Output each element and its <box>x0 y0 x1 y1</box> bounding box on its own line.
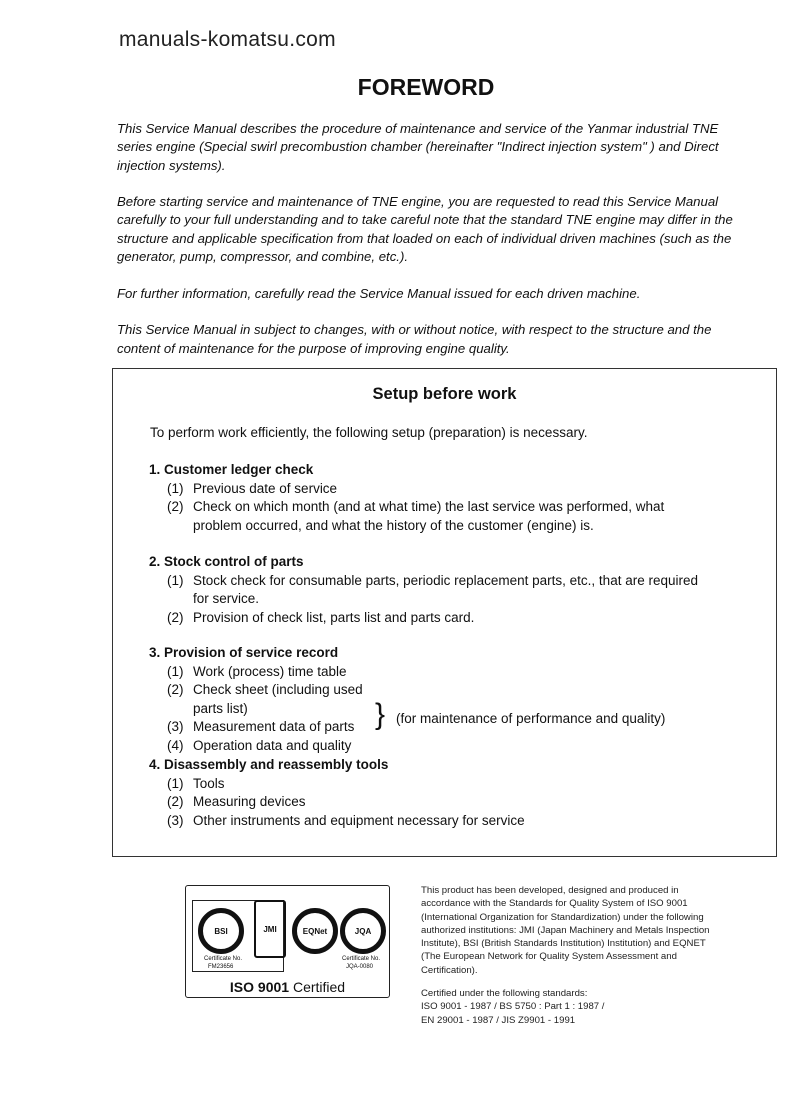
item-number: (2) <box>167 609 184 625</box>
cert-no-label: Certificate No. <box>342 956 381 962</box>
item-text: Provision of check list, parts list and parts card. <box>193 609 475 625</box>
brace-icon: } <box>375 698 386 731</box>
iso-label-text: Certified <box>292 979 346 995</box>
intro-text <box>117 120 747 376</box>
section-note: (for maintenance of performance and quality) <box>396 711 666 726</box>
intro-paragraph: For further information, carefully read the Service Manual issued for each driven machine. <box>117 285 641 301</box>
setup-heading: Setup before work <box>372 385 517 403</box>
list-item <box>149 609 709 628</box>
jmi-logo: JMI <box>254 900 286 958</box>
intro-paragraph: This Service Manual describes the procedure of maintenance and service of the Yanmar industrial TNE series engine (Special swirl precombustion chamber (hereinafter "Indirect injection system" ) and Direct injection systems). <box>117 121 719 173</box>
list-item <box>149 681 369 718</box>
list-item <box>149 737 369 756</box>
certification-paragraph: This product has been developed, designed and produced in accordance with the Standards for Quality System of ISO 9001 (International Organization for Standardization) under the following authorized institutions: JMI (Japan Machinery and Metals Inspection Institute), BSI (British Standards Institution) Institution) and EQNET (The European Network for Quality System Assessment and Certification). <box>421 885 710 976</box>
list-item <box>149 793 709 812</box>
section-title: 1. Customer ledger check <box>149 462 314 477</box>
setup-section <box>149 461 709 535</box>
setup-box <box>112 368 777 857</box>
iso-label-bold: ISO 9001 <box>229 979 290 995</box>
setup-section <box>149 553 709 627</box>
item-number: (1) <box>167 572 184 588</box>
item-number: (1) <box>167 480 184 496</box>
item-text: Previous date of service <box>193 480 338 496</box>
page-title: FOREWORD <box>357 74 495 100</box>
item-text: Work (process) time table <box>193 663 347 679</box>
item-text: Check sheet (including used parts list) <box>193 682 363 716</box>
item-text: Measuring devices <box>193 794 306 809</box>
cert-no-label: Certificate No. <box>204 956 243 962</box>
item-number: (3) <box>167 719 184 734</box>
list-item <box>149 775 709 794</box>
setup-section <box>149 644 369 755</box>
certification-text <box>421 884 721 1027</box>
list-item <box>149 812 709 831</box>
item-text: Operation data and quality <box>193 737 352 753</box>
cert-no-value: FM23656 <box>208 964 234 970</box>
item-text: Check on which month (and at what time) the last service was performed, what problem occurred, and what the history of the customer (engine) is. <box>193 499 665 533</box>
item-number: (2) <box>167 499 184 514</box>
setup-section <box>149 756 709 830</box>
item-number: (1) <box>167 775 184 791</box>
section-title: 2. Stock control of parts <box>149 554 304 569</box>
item-number: (2) <box>167 682 184 697</box>
list-item <box>149 663 369 682</box>
eqnet-logo: EQNet <box>292 908 338 954</box>
standards-line: EN 29001 - 1987 / JIS Z9901 - 1991 <box>421 1014 576 1026</box>
section-title: 3. Provision of service record <box>149 645 339 660</box>
item-number: (1) <box>167 663 184 679</box>
intro-paragraph: This Service Manual in subject to changes, with or without notice, with respect to the structure and the content of maintenance for the purpose of improving engine quality. <box>117 322 712 356</box>
item-number: (4) <box>167 737 184 753</box>
cert-no-value: JQA-0080 <box>346 964 374 970</box>
intro-paragraph: Before starting service and maintenance of TNE engine, you are requested to read this Service Manual carefully to your full understanding and to take careful note that the standard TNE engine may differ in the structure and applicable specification from that loaded on each of individual driven machines (such as the generator, pump, compressor, and combine, etc.). <box>117 194 733 265</box>
list-item <box>149 718 369 737</box>
item-number: (2) <box>167 794 184 809</box>
list-item <box>149 572 709 609</box>
standards-line: ISO 9001 - 1987 / BS 5750 : Part 1 : 1987 / <box>421 1001 605 1013</box>
item-text: Other instruments and equipment necessary for service <box>193 812 525 828</box>
section-title: 4. Disassembly and reassembly tools <box>149 757 389 772</box>
iso-certificate-badge <box>185 885 390 998</box>
list-item <box>149 480 709 499</box>
item-text: Measurement data of parts <box>193 719 355 734</box>
setup-lead: To perform work efficiently, the following setup (preparation) is necessary. <box>150 425 588 440</box>
bsi-logo: BSI <box>198 908 244 954</box>
iso-label <box>186 979 389 995</box>
jqa-logo: JQA <box>340 908 386 954</box>
item-text: Tools <box>193 775 225 791</box>
item-text: Stock check for consumable parts, periodic replacement parts, etc., that are required for service. <box>193 572 698 606</box>
list-item <box>149 498 709 535</box>
standards-heading: Certified under the following standards: <box>421 988 588 1000</box>
watermark: manuals-komatsu.com <box>119 28 336 51</box>
item-number: (3) <box>167 812 184 828</box>
